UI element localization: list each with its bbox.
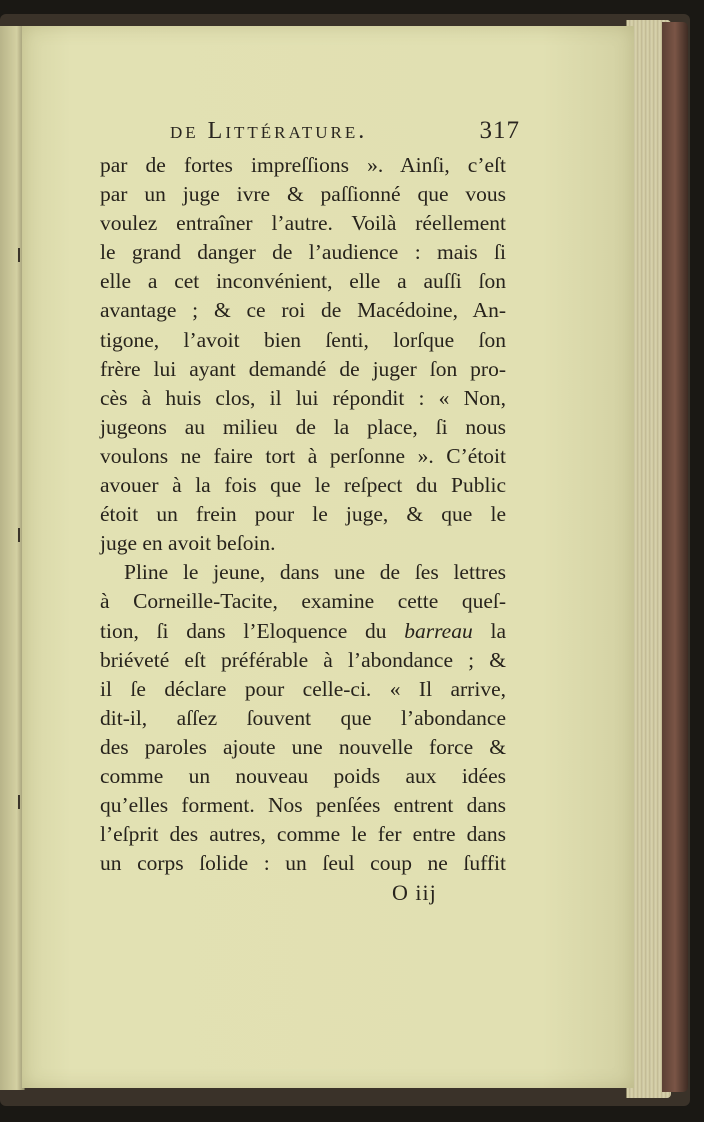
text-line: par un juge ivre & paſſionné que vous bbox=[100, 182, 506, 207]
running-title: de Littérature. bbox=[170, 118, 368, 144]
text-line: elle a cet inconvénient, elle a auſſi ſon bbox=[100, 269, 506, 294]
text-line: des paroles ajoute une nouvelle force & bbox=[100, 734, 506, 759]
text-line: un corps ſolide : un ſeul coup ne ſuffit bbox=[100, 851, 506, 876]
text-line: le grand danger de l’audience : mais ſi bbox=[100, 240, 506, 265]
text-line: briéveté eſt préférable à l’abondance ; & bbox=[100, 647, 506, 672]
text-line: il ſe déclare pour celle-ci. « Il arrive, bbox=[100, 676, 506, 701]
text-line: jugeons au milieu de la place, ſi nous bbox=[100, 414, 506, 439]
text-line: avouer à la fois que le reſpect du Public bbox=[100, 473, 506, 498]
margin-mark bbox=[18, 248, 20, 262]
running-header bbox=[170, 117, 520, 149]
text-line: frère lui ayant demandé de juger ſon pro- bbox=[100, 356, 506, 381]
text-line: par de fortes impreſſions ». Ainſi, c’eſt bbox=[100, 153, 506, 177]
text-line: l’eſprit des autres, comme le fer entre dans bbox=[100, 822, 506, 847]
page-number: 317 bbox=[479, 117, 520, 144]
text-line: cès à huis clos, il lui répondit : « Non, bbox=[100, 385, 506, 410]
text-line: à Corneille-Tacite, examine cette queſ- bbox=[100, 589, 506, 614]
text-line: comme un nouveau poids aux idées bbox=[100, 763, 506, 788]
book-cover-edge bbox=[662, 22, 688, 1092]
body-text bbox=[100, 151, 506, 878]
text-line: juge en avoit beſoin. bbox=[100, 531, 276, 556]
text-line: voulons ne faire tort à perſonne ». C’étoit bbox=[100, 443, 506, 468]
text-line: qu’elles forment. Nos penſées entrent dans bbox=[100, 793, 506, 818]
margin-mark bbox=[18, 528, 20, 542]
italic-word: barreau bbox=[404, 618, 473, 643]
text-line: dit-il, aſſez ſouvent que l’abondance bbox=[100, 705, 506, 730]
text-line: étoit un frein pour le juge, & que le bbox=[100, 502, 506, 527]
text-line: tigone, l’avoit bien ſenti, lorſque ſon bbox=[100, 327, 506, 352]
text-line: avantage ; & ce roi de Macédoine, An- bbox=[100, 298, 506, 323]
margin-mark bbox=[18, 795, 20, 809]
signature-mark: O iij bbox=[392, 880, 437, 905]
text-line-with-italic: tion, ſi dans l’Eloquence du barreau la bbox=[100, 618, 506, 643]
text-line: Pline le jeune, dans une de ſes lettres bbox=[124, 560, 506, 585]
text-line: voulez entraîner l’autre. Voilà réellement bbox=[100, 211, 506, 236]
